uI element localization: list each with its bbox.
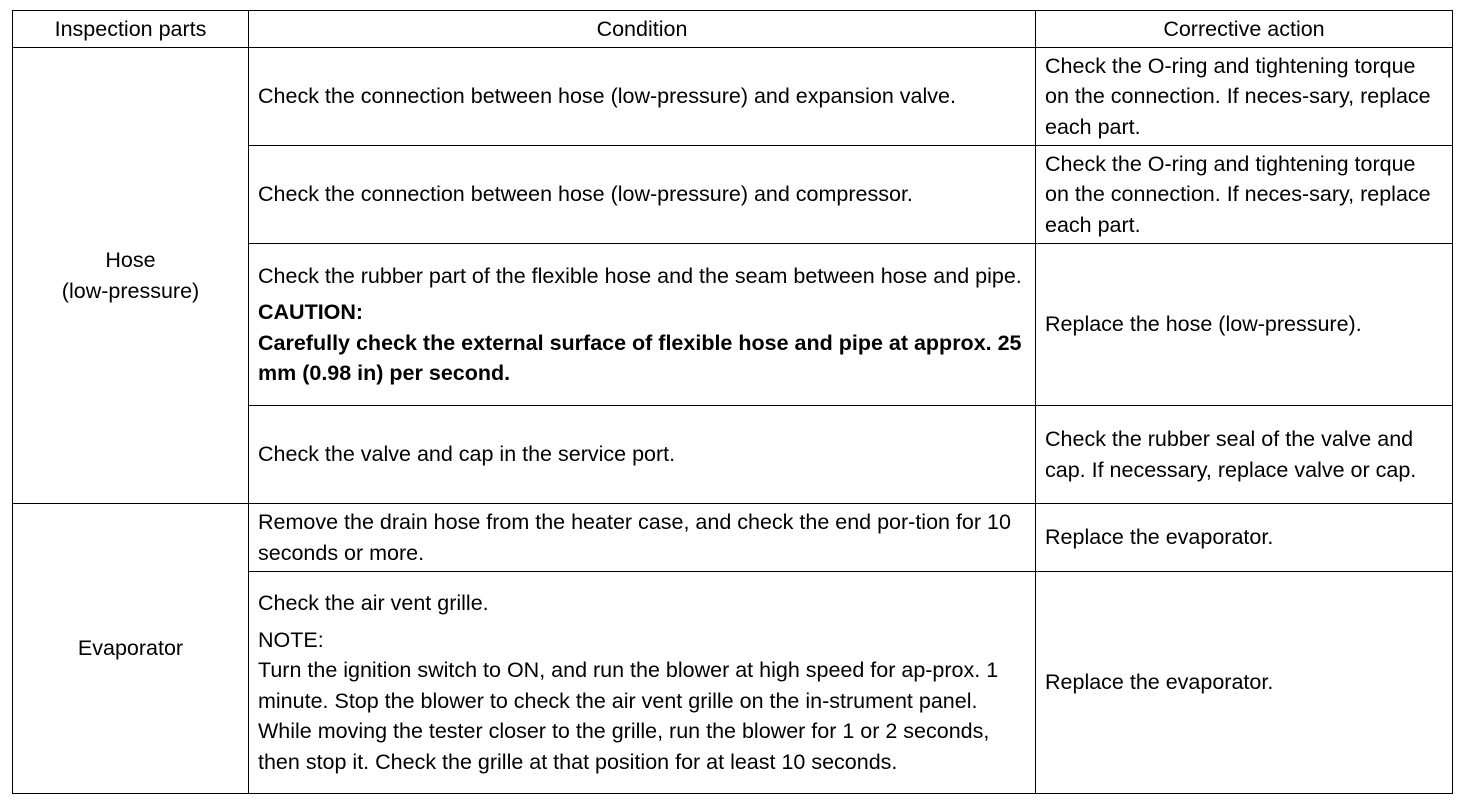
caution-label: CAUTION: <box>258 300 364 324</box>
condition-text: Check the rubber part of the flexible hose and the seam between hose and pipe. <box>258 263 1022 288</box>
condition-text: Check the air vent grille. <box>258 591 489 615</box>
condition-cell: Remove the drain hose from the heater case, and check the end por-tion for 10 seconds or more. <box>249 504 1036 572</box>
caution-text: Carefully check the external surface of flexible hose and pipe at approx. 25 mm (0.98 in) per second. <box>258 330 1022 385</box>
condition-cell <box>249 572 1036 794</box>
part-qualifier: (low-pressure) <box>61 278 200 303</box>
part-name: Hose <box>105 248 156 272</box>
header-row <box>13 11 1453 48</box>
table-row <box>13 48 1453 146</box>
action-cell: Replace the hose (low-pressure). <box>1036 244 1453 406</box>
header-inspection-parts: Inspection parts <box>13 11 249 48</box>
note-label: NOTE: <box>258 627 324 652</box>
action-cell: Replace the evaporator. <box>1036 572 1453 794</box>
part-hose-low-pressure <box>13 48 249 504</box>
header-condition: Condition <box>249 11 1036 48</box>
condition-cell <box>249 244 1036 406</box>
table-row <box>13 504 1453 572</box>
header-corrective-action: Corrective action <box>1036 11 1453 48</box>
condition-cell: Check the connection between hose (low-pressure) and expansion valve. <box>249 48 1036 146</box>
part-evaporator: Evaporator <box>13 504 249 794</box>
action-cell: Check the O-ring and tightening torque on the connection. If neces-sary, replace each part. <box>1036 146 1453 244</box>
condition-cell: Check the connection between hose (low-pressure) and compressor. <box>249 146 1036 244</box>
action-cell: Replace the evaporator. <box>1036 504 1453 572</box>
action-cell: Check the rubber seal of the valve and cap. If necessary, replace valve or cap. <box>1036 406 1453 504</box>
inspection-table <box>12 10 1453 794</box>
condition-cell: Check the valve and cap in the service port. <box>249 406 1036 504</box>
action-cell: Check the O-ring and tightening torque on the connection. If neces-sary, replace each part. <box>1036 48 1453 146</box>
note-text: Turn the ignition switch to ON, and run the blower at high speed for ap-prox. 1 minute. Stop the blower to check the air vent grille on the in-strument panel. While moving the tester closer to the grille, run the blower for 1 or 2 seconds, then stop it. Check the grille at that position for at least 10 seconds. <box>258 658 999 774</box>
